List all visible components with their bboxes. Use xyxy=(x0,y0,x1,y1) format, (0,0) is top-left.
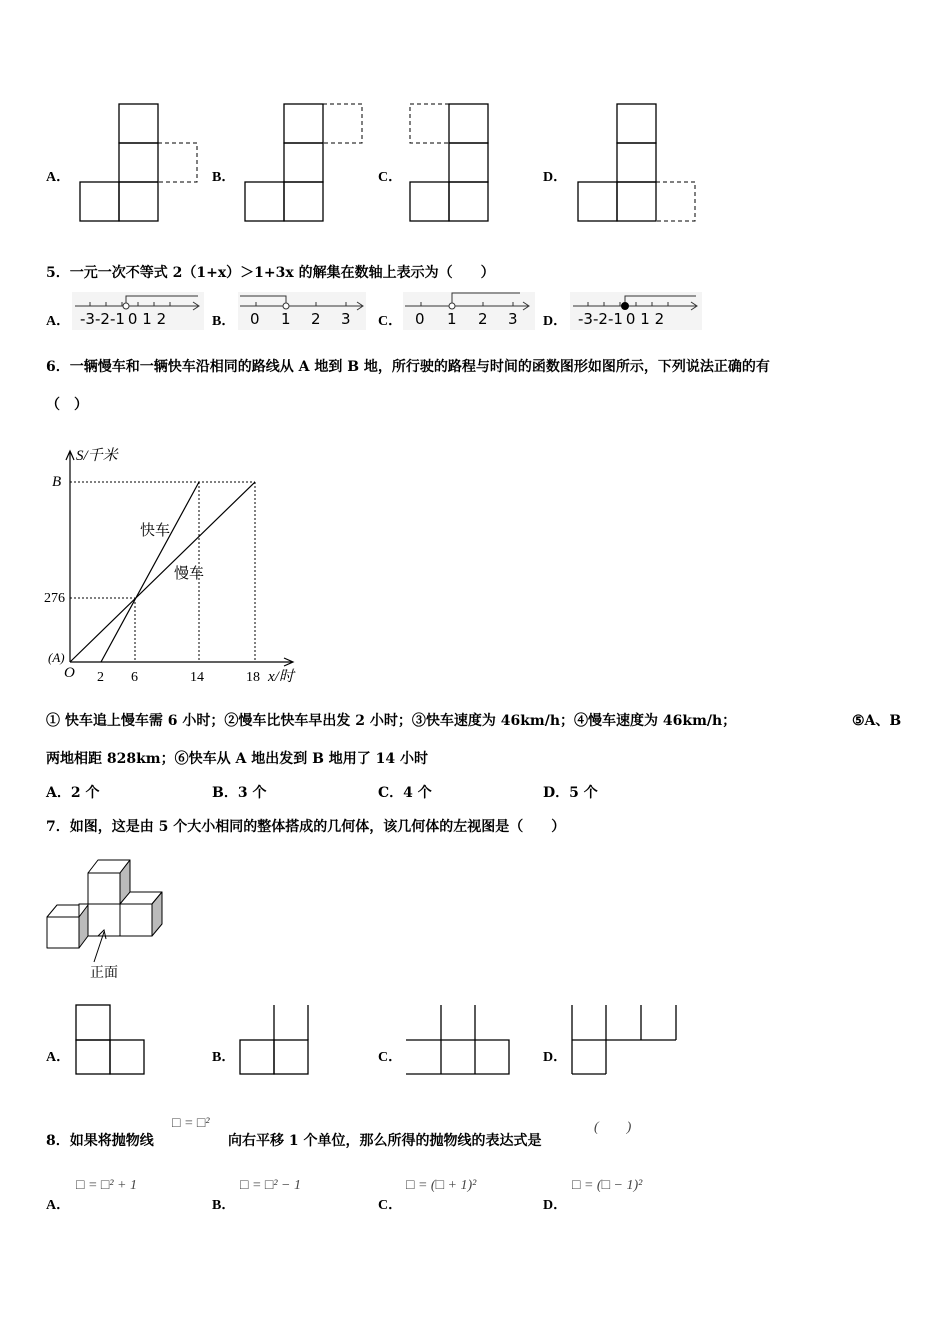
q7-option-b-label: B． xyxy=(212,1050,236,1065)
q5-b-tick: 0 xyxy=(250,310,260,328)
q8-option-a-label: A． xyxy=(46,1198,71,1213)
q6-statements-line1: ① 快车追上慢车需 6 小时；②慢车比快车早出发 2 小时；③快车速度为 46km/h；④慢车速度为 46km/h； xyxy=(46,713,737,729)
q5-a-tick: -3 xyxy=(80,310,95,328)
q6-option-b[interactable]: B．3 个 xyxy=(212,785,267,801)
origin-label: O xyxy=(64,665,75,681)
q5-c-tick: 2 xyxy=(478,310,488,328)
y-axis-label: S/千米 xyxy=(76,448,118,464)
q8-option-c-label: C． xyxy=(378,1198,403,1213)
q4-option-c-label: C． xyxy=(378,170,403,185)
q5-d-tick: -1 xyxy=(607,310,623,328)
front-label: 正面 xyxy=(90,965,118,981)
y-label-276: 276 xyxy=(44,591,65,606)
q5-a-tick: 2 xyxy=(156,310,167,328)
q5-c-tick: 0 xyxy=(415,310,425,328)
q5-a-tick: 1 xyxy=(142,310,152,328)
q5-d-tick: 1 xyxy=(640,310,650,328)
q4-option-a-label: A． xyxy=(46,170,71,185)
q5-d-tick: 2 xyxy=(654,310,665,328)
q8-option-b-formula[interactable]: □ = □² − 1 xyxy=(240,1178,302,1193)
q5-d-tick: -3 xyxy=(578,310,593,328)
origin-a-label: (A) xyxy=(48,650,65,665)
q6-statements-line2: 两地相距 828km；⑥快车从 A 地出发到 B 地用了 14 小时 xyxy=(46,751,429,767)
q6-statements-line1-end: ⑤A、B xyxy=(852,713,902,729)
q5-a-tick: -1 xyxy=(109,310,125,328)
q7-option-d-label: D． xyxy=(543,1050,568,1065)
slow-car-label: 慢车 xyxy=(174,564,205,582)
q5-b-tick: 2 xyxy=(311,310,321,328)
q5-option-a-label: A． xyxy=(46,314,71,329)
q8-stem-paren: ( ) xyxy=(594,1120,632,1135)
q5-option-b-label: B． xyxy=(212,314,236,329)
x-tick-2: 2 xyxy=(97,670,104,685)
q8-option-d-label: D． xyxy=(543,1198,568,1213)
q5-c-tick: 3 xyxy=(508,310,518,328)
q5-a-tick: 0 xyxy=(127,310,138,328)
q5-c-tick: 1 xyxy=(447,310,457,328)
q8-stem-a: 8．如果将抛物线 xyxy=(46,1133,154,1149)
q8-stem-b: 向右平移 1 个单位，那么所得的抛物线的表达式是 xyxy=(228,1133,542,1149)
q5-d-tick: -2 xyxy=(592,310,608,328)
q6-option-a[interactable]: A．2 个 xyxy=(46,785,100,801)
q6-stem-paren: （ ） xyxy=(46,397,88,413)
q8-option-a-formula[interactable]: □ = □² + 1 xyxy=(76,1178,138,1193)
q8-option-d-formula[interactable]: □ = (□ − 1)² xyxy=(572,1178,643,1193)
q5-option-d-label: D． xyxy=(543,314,568,329)
q5-a-tick: -2 xyxy=(94,310,110,328)
y-label-b: B xyxy=(52,474,62,490)
q6-stem: 6．一辆慢车和一辆快车沿相同的路线从 A 地到 B 地，所行驶的路程与时间的函数图形如图所示，下列说法正确的有 xyxy=(46,359,770,375)
q5-stem: 5．一元一次不等式 2（1+x）＞1+3x 的解集在数轴上表示为（ ） xyxy=(46,265,495,281)
q8-option-b-label: B． xyxy=(212,1198,236,1213)
q5-d-tick: 0 xyxy=(625,310,636,328)
q4-option-b-label: B． xyxy=(212,170,236,185)
q6-option-c[interactable]: C．4 个 xyxy=(378,785,432,801)
q5-b-tick: 3 xyxy=(341,310,351,328)
q4-option-d-label: D． xyxy=(543,170,568,185)
fast-car-label: 快车 xyxy=(140,521,171,539)
x-tick-14: 14 xyxy=(190,670,204,685)
q8-option-c-formula[interactable]: □ = (□ + 1)² xyxy=(406,1178,477,1193)
x-axis-label: x/时 xyxy=(268,669,294,685)
x-tick-18: 18 xyxy=(246,670,260,685)
q7-option-c-label: C． xyxy=(378,1050,403,1065)
x-tick-6: 6 xyxy=(131,670,138,685)
q6-option-d[interactable]: D．5 个 xyxy=(543,785,598,801)
q8-stem-formula: □ = □² xyxy=(172,1116,210,1131)
q7-stem: 7．如图，这是由 5 个大小相同的整体搭成的几何体，该几何体的左视图是（ ） xyxy=(46,819,566,835)
q7-option-a-label: A． xyxy=(46,1050,71,1065)
q5-option-c-label: C． xyxy=(378,314,403,329)
q5-b-tick: 1 xyxy=(281,310,291,328)
